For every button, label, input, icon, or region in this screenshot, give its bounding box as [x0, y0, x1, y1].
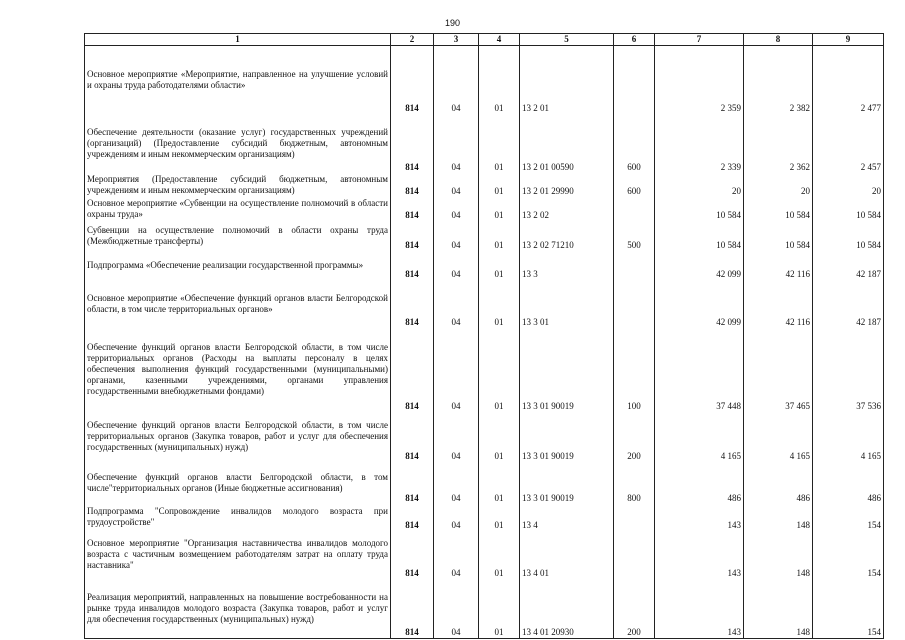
column-header: 8 [744, 34, 813, 46]
row-description: Обеспечение функций органов власти Белгородской области, в том числе территориальных органов (Закупка товаров, работ и услуг для обеспечения государственных (муниципальных) нужд) [85, 412, 391, 462]
amount-year-2: 10 584 [744, 221, 813, 251]
admin-code: 814 [391, 221, 434, 251]
subsection-code: 01 [479, 328, 520, 412]
column-header: 9 [813, 34, 884, 46]
table-row [85, 197, 884, 221]
expense-type-code [614, 46, 655, 114]
table-row [85, 46, 884, 114]
section-code: 04 [434, 251, 479, 280]
section-code: 04 [434, 197, 479, 221]
amount-year-3: 154 [813, 504, 884, 531]
expense-type-code [614, 251, 655, 280]
amount-year-1: 42 099 [655, 280, 744, 328]
section-code: 04 [434, 504, 479, 531]
amount-year-3: 154 [813, 579, 884, 639]
target-article-code: 13 2 01 29990 [520, 173, 614, 197]
expense-type-code [614, 504, 655, 531]
row-description: Мероприятия (Предоставление субсидий бюджетным, автономным учреждениям и иным некоммерческим организациям) [85, 173, 391, 197]
expense-type-code [614, 531, 655, 579]
subsection-code: 01 [479, 197, 520, 221]
subsection-code: 01 [479, 462, 520, 504]
amount-year-2: 42 116 [744, 251, 813, 280]
subsection-code: 01 [479, 251, 520, 280]
amount-year-3: 2 457 [813, 114, 884, 173]
row-description: Реализация мероприятий, направленных на повышение востребованности на рынке труда инвалидов молодого возраста (Закупка товаров, работ и услуг для обеспечения государственных (муниципальных) нужд) [85, 579, 391, 639]
target-article-code: 13 2 01 00590 [520, 114, 614, 173]
amount-year-1: 42 099 [655, 251, 744, 280]
subsection-code: 01 [479, 579, 520, 639]
column-header: 2 [391, 34, 434, 46]
admin-code: 814 [391, 280, 434, 328]
target-article-code: 13 4 01 [520, 531, 614, 579]
row-description: Субвенции на осуществление полномочий в области охраны труда (Межбюджетные трансферты) [85, 221, 391, 251]
amount-year-1: 143 [655, 504, 744, 531]
header-row [85, 34, 884, 46]
target-article-code: 13 2 01 [520, 46, 614, 114]
amount-year-1: 486 [655, 462, 744, 504]
admin-code: 814 [391, 251, 434, 280]
row-description: Основное мероприятие «Обеспечение функций органов власти Белгородской области, в том числе территориальных органов» [85, 280, 391, 328]
section-code: 04 [434, 328, 479, 412]
section-code: 04 [434, 173, 479, 197]
target-article-code: 13 3 01 90019 [520, 328, 614, 412]
amount-year-1: 37 448 [655, 328, 744, 412]
subsection-code: 01 [479, 531, 520, 579]
table-row [85, 280, 884, 328]
expense-type-code: 600 [614, 114, 655, 173]
expense-type-code: 200 [614, 412, 655, 462]
subsection-code: 01 [479, 504, 520, 531]
admin-code: 814 [391, 328, 434, 412]
section-code: 04 [434, 114, 479, 173]
row-description: Основное мероприятие "Организация наставничества инвалидов молодого возраста с частичным возмещением работодателям затрат на оплату труда наставника" [85, 531, 391, 579]
section-code: 04 [434, 280, 479, 328]
table-row [85, 114, 884, 173]
amount-year-1: 143 [655, 579, 744, 639]
target-article-code: 13 4 [520, 504, 614, 531]
section-code: 04 [434, 462, 479, 504]
section-code: 04 [434, 531, 479, 579]
amount-year-2: 37 465 [744, 328, 813, 412]
admin-code: 814 [391, 579, 434, 639]
amount-year-1: 10 584 [655, 197, 744, 221]
admin-code: 814 [391, 504, 434, 531]
table-row [85, 412, 884, 462]
page-number: 190 [444, 18, 461, 28]
amount-year-3: 2 477 [813, 46, 884, 114]
amount-year-2: 2 362 [744, 114, 813, 173]
admin-code: 814 [391, 173, 434, 197]
admin-code: 814 [391, 114, 434, 173]
expense-type-code [614, 280, 655, 328]
amount-year-2: 148 [744, 579, 813, 639]
subsection-code: 01 [479, 173, 520, 197]
table-row [85, 251, 884, 280]
section-code: 04 [434, 46, 479, 114]
amount-year-2: 42 116 [744, 280, 813, 328]
table-row [85, 462, 884, 504]
row-description: Обеспечение функций органов власти Белгородской области, в том числе"территориальных органов (Иные бюджетные ассигнования) [85, 462, 391, 504]
target-article-code: 13 2 02 71210 [520, 221, 614, 251]
amount-year-2: 4 165 [744, 412, 813, 462]
row-description: Подпрограмма «Обеспечение реализации государственной программы» [85, 251, 391, 280]
amount-year-1: 10 584 [655, 221, 744, 251]
target-article-code: 13 2 02 [520, 197, 614, 221]
expense-type-code: 200 [614, 579, 655, 639]
amount-year-2: 2 382 [744, 46, 813, 114]
expense-type-code [614, 197, 655, 221]
amount-year-2: 148 [744, 531, 813, 579]
row-description: Обеспечение деятельности (оказание услуг) государственных учреждений (организаций) (Предоставление субсидий бюджетным, автономным учреждениям и иным некоммерческим организациям) [85, 114, 391, 173]
amount-year-3: 10 584 [813, 197, 884, 221]
budget-table [84, 33, 884, 639]
amount-year-3: 486 [813, 462, 884, 504]
table-row [85, 328, 884, 412]
table-row [85, 531, 884, 579]
target-article-code: 13 3 01 [520, 280, 614, 328]
amount-year-3: 37 536 [813, 328, 884, 412]
admin-code: 814 [391, 531, 434, 579]
section-code: 04 [434, 412, 479, 462]
table-row [85, 579, 884, 639]
column-header: 5 [520, 34, 614, 46]
expense-type-code: 800 [614, 462, 655, 504]
amount-year-1: 2 339 [655, 114, 744, 173]
column-header: 4 [479, 34, 520, 46]
expense-type-code: 500 [614, 221, 655, 251]
target-article-code: 13 4 01 20930 [520, 579, 614, 639]
row-description: Основное мероприятие «Мероприятие, направленное на улучшение условий и охраны труда работодателями области» [85, 46, 391, 114]
table-row [85, 221, 884, 251]
table-row [85, 173, 884, 197]
amount-year-3: 10 584 [813, 221, 884, 251]
row-description: Подпрограмма "Сопровождение инвалидов молодого возраста при трудоустройстве" [85, 504, 391, 531]
amount-year-1: 143 [655, 531, 744, 579]
column-header: 6 [614, 34, 655, 46]
subsection-code: 01 [479, 280, 520, 328]
column-header: 7 [655, 34, 744, 46]
amount-year-2: 10 584 [744, 197, 813, 221]
section-code: 04 [434, 579, 479, 639]
target-article-code: 13 3 01 90019 [520, 412, 614, 462]
column-header: 1 [85, 34, 391, 46]
amount-year-3: 42 187 [813, 280, 884, 328]
amount-year-1: 2 359 [655, 46, 744, 114]
row-description: Основное мероприятие «Субвенции на осуществление полномочий в области охраны труда» [85, 197, 391, 221]
amount-year-2: 148 [744, 504, 813, 531]
table-row [85, 504, 884, 531]
subsection-code: 01 [479, 46, 520, 114]
subsection-code: 01 [479, 114, 520, 173]
admin-code: 814 [391, 462, 434, 504]
amount-year-3: 20 [813, 173, 884, 197]
subsection-code: 01 [479, 412, 520, 462]
admin-code: 814 [391, 412, 434, 462]
row-description: Обеспечение функций органов власти Белгородской области, в том числе территориальных органов (Расходы на выплаты персоналу в целях обеспечения выполнения функций государственными (муниципальными) органами, казенными учреждениями, органами управления государственными внебюджетными фондами) [85, 328, 391, 412]
amount-year-1: 20 [655, 173, 744, 197]
amount-year-1: 4 165 [655, 412, 744, 462]
amount-year-3: 154 [813, 531, 884, 579]
amount-year-3: 42 187 [813, 251, 884, 280]
amount-year-2: 20 [744, 173, 813, 197]
section-code: 04 [434, 221, 479, 251]
admin-code: 814 [391, 46, 434, 114]
admin-code: 814 [391, 197, 434, 221]
amount-year-3: 4 165 [813, 412, 884, 462]
column-header: 3 [434, 34, 479, 46]
expense-type-code: 600 [614, 173, 655, 197]
target-article-code: 13 3 01 90019 [520, 462, 614, 504]
subsection-code: 01 [479, 221, 520, 251]
amount-year-2: 486 [744, 462, 813, 504]
target-article-code: 13 3 [520, 251, 614, 280]
expense-type-code: 100 [614, 328, 655, 412]
